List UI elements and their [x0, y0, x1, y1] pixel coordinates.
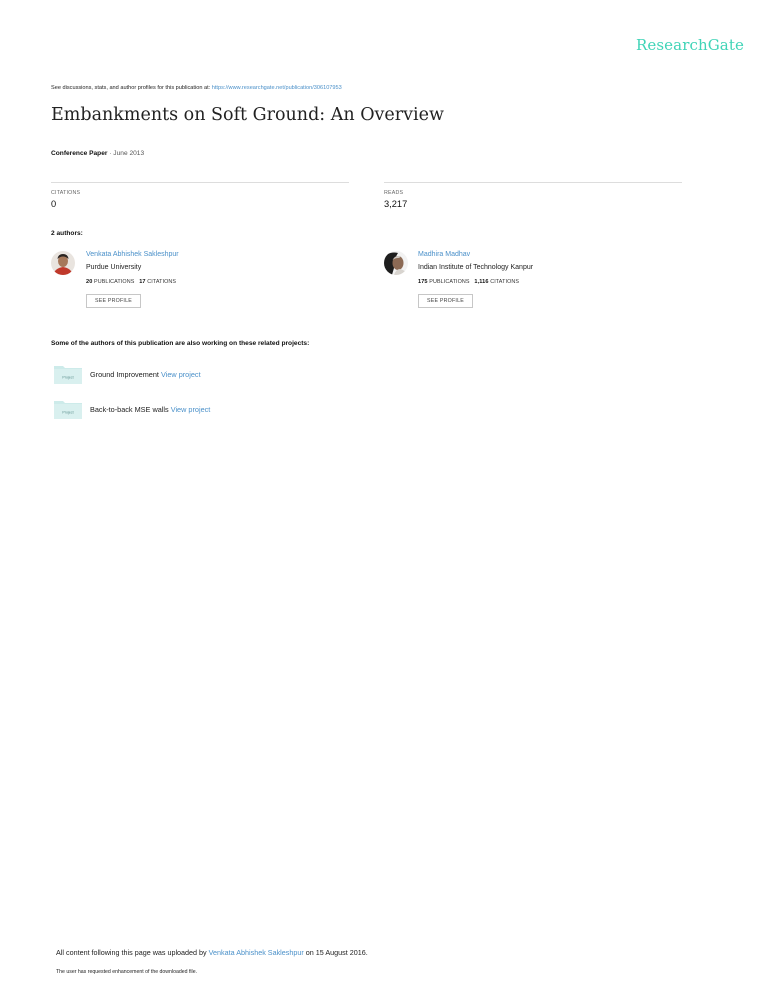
publication-date: · June 2013: [109, 150, 145, 157]
reads-label: READS: [384, 190, 404, 196]
author-institution: Purdue University: [86, 264, 142, 271]
project-item: [90, 405, 210, 414]
project-name: Ground Improvement: [90, 370, 159, 379]
author-name-link[interactable]: Madhira Madhav: [418, 251, 471, 258]
author-stats: [86, 279, 176, 285]
author-citations-label: CITATIONS: [490, 279, 520, 285]
author-publications-count: 175: [418, 279, 428, 285]
discussion-prefix: See discussions, stats, and author profiles for this publication at:: [51, 85, 212, 91]
author-name-link[interactable]: Venkata Abhishek Sakleshpur: [86, 251, 179, 258]
authors-heading: 2 authors:: [51, 230, 83, 237]
author-avatar[interactable]: [384, 251, 408, 275]
upload-notice: [56, 948, 368, 957]
project-name: Back-to-back MSE walls: [90, 405, 169, 414]
project-folder-icon: [54, 399, 82, 419]
publication-url-link[interactable]: https://www.researchgate.net/publication/306107953: [211, 85, 342, 91]
project-icon-label: Project: [62, 410, 74, 415]
citations-label: CITATIONS: [51, 190, 81, 196]
author-avatar[interactable]: [51, 251, 75, 275]
author-citations-count: 17: [139, 279, 146, 285]
publication-type: Conference Paper: [51, 150, 108, 157]
enhancement-note: The user has requested enhancement of the downloaded file.: [56, 969, 198, 975]
view-project-link[interactable]: View project: [170, 405, 211, 414]
related-projects-heading: Some of the authors of this publication are also working on these related projects:: [51, 340, 310, 347]
upload-prefix: All content following this page was uploaded by: [56, 948, 209, 957]
reads-value: 3,217: [384, 199, 408, 209]
upload-suffix: on 15 August 2016.: [303, 948, 368, 957]
publication-title: Embankments on Soft Ground: An Overview: [51, 105, 444, 125]
author-citations-label: CITATIONS: [147, 279, 177, 285]
author-publications-count: 20: [86, 279, 93, 285]
author-stats: [418, 279, 519, 285]
publication-meta: [51, 150, 144, 157]
project-folder-icon: [54, 364, 82, 384]
stats-divider-right: [384, 182, 682, 183]
author-institution: Indian Institute of Technology Kanpur: [418, 264, 534, 271]
see-profile-button[interactable]: SEE PROFILE: [418, 294, 473, 308]
project-item: [90, 370, 201, 379]
uploader-link[interactable]: Venkata Abhishek Sakleshpur: [208, 948, 304, 957]
view-project-link[interactable]: View project: [160, 370, 201, 379]
author-citations-count: 1,116: [474, 279, 489, 285]
author-publications-label: PUBLICATIONS: [94, 279, 135, 285]
discussion-line: [51, 85, 342, 91]
author-publications-label: PUBLICATIONS: [429, 279, 470, 285]
stats-divider-left: [51, 182, 349, 183]
researchgate-logo[interactable]: ResearchGate: [636, 36, 744, 54]
see-profile-button[interactable]: SEE PROFILE: [86, 294, 141, 308]
project-icon-label: Project: [62, 375, 74, 380]
citations-value: 0: [51, 199, 57, 209]
